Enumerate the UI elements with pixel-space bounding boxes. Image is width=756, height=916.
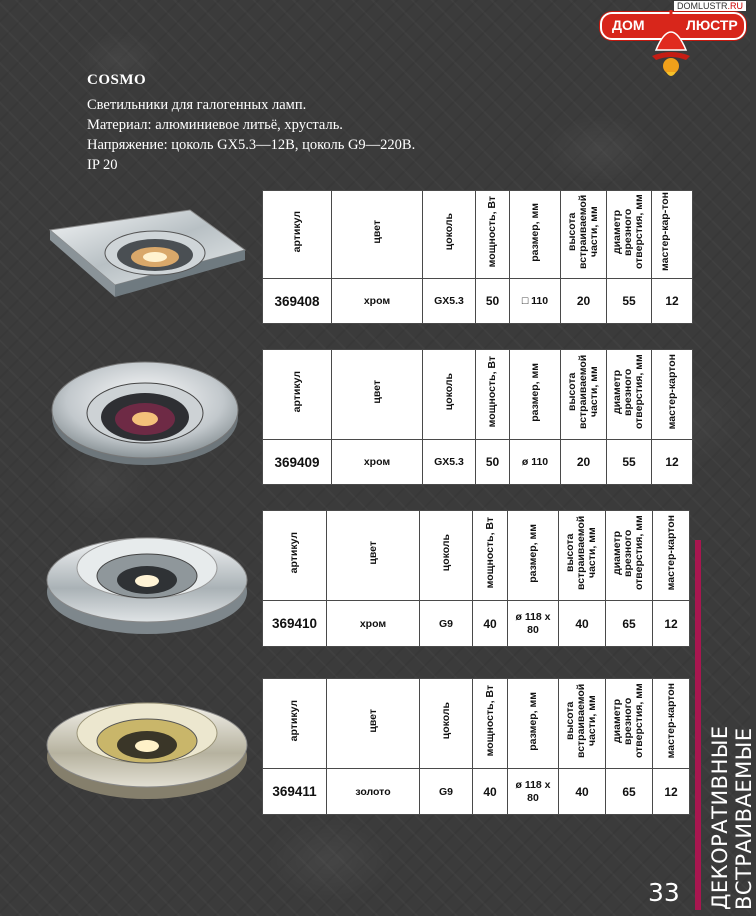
header-cell: цоколь	[420, 511, 473, 601]
header-cell: цвет	[332, 350, 423, 440]
cutout-cell: 65	[606, 769, 653, 815]
socket-cell: GX5.3	[423, 279, 476, 324]
size-cell: ø 118 x 80	[508, 601, 559, 647]
color-cell: хром	[332, 279, 423, 324]
description-line: Светильники для галогенных ламп.	[87, 97, 307, 113]
header-cell: высота встраиваемой части, мм	[561, 350, 607, 440]
header-cell: мощность, Вт	[476, 350, 510, 440]
header-cell: артикул	[263, 350, 332, 440]
color-cell: хром	[332, 440, 423, 485]
color-cell: золото	[327, 769, 420, 815]
section-accent-bar	[695, 540, 701, 910]
section-label: ДЕКОРАТИВНЫЕ ВСТРАИВАЕМЫЕ	[708, 725, 756, 910]
height-cell: 40	[559, 769, 606, 815]
header-cell: высота встраиваемой части, мм	[559, 679, 606, 769]
article-cell: 369408	[263, 279, 332, 324]
description-line: IP 20	[87, 157, 118, 173]
height-cell: 20	[561, 440, 607, 485]
lamp-photo-369411	[45, 685, 250, 805]
size-cell: ø 118 x 80	[508, 769, 559, 815]
cutout-cell: 65	[606, 601, 653, 647]
table-header-row	[263, 511, 690, 601]
table-row	[263, 440, 693, 485]
description-line: Материал: алюминиевое литьё, хрусталь.	[87, 117, 343, 133]
product-description	[87, 72, 415, 175]
spec-table-369411	[262, 678, 690, 815]
cutout-cell: 55	[607, 440, 652, 485]
header-cell: цоколь	[423, 191, 476, 279]
table-header-row	[263, 679, 690, 769]
header-cell: мастер-картон	[652, 350, 693, 440]
article-cell: 369409	[263, 440, 332, 485]
header-cell: высота встраиваемой части, мм	[559, 511, 606, 601]
header-cell: цоколь	[420, 679, 473, 769]
chandelier-logo-icon	[646, 8, 696, 80]
socket-cell: G9	[420, 601, 473, 647]
header-cell: диаметр врезного отверстия, мм	[606, 679, 653, 769]
description-line: Напряжение: цоколь GX5.3—12В, цоколь G9—220В.	[87, 137, 416, 153]
header-cell: размер, мм	[508, 679, 559, 769]
header-cell: высота встраиваемой части, мм	[561, 191, 607, 279]
height-cell: 20	[561, 279, 607, 324]
height-cell: 40	[559, 601, 606, 647]
power-cell: 40	[473, 601, 508, 647]
power-cell: 50	[476, 440, 510, 485]
header-cell: цоколь	[423, 350, 476, 440]
header-cell: диаметр врезного отверстия, мм	[607, 191, 652, 279]
header-cell: артикул	[263, 511, 327, 601]
header-cell: размер, мм	[510, 350, 561, 440]
lamp-photo-369409	[48, 355, 243, 470]
header-cell: размер, мм	[508, 511, 559, 601]
header-cell: мастер-картон	[653, 679, 690, 769]
spec-table-369410	[262, 510, 690, 647]
header-cell: диаметр врезного отверстия, мм	[607, 350, 652, 440]
lamp-photo-369408	[40, 205, 250, 300]
logo-site-text: DOMLUSTR.RU	[674, 1, 746, 11]
carton-cell: 12	[652, 440, 693, 485]
header-cell: мастер-картон	[653, 511, 690, 601]
carton-cell: 12	[652, 279, 693, 324]
power-cell: 50	[476, 279, 510, 324]
logo-word-right: ЛЮСТР	[686, 17, 738, 33]
header-cell: мощность, Вт	[473, 511, 508, 601]
socket-cell: GX5.3	[423, 440, 476, 485]
header-cell: размер, мм	[510, 191, 561, 279]
brand-logo[interactable]	[592, 0, 750, 80]
size-cell: □ 110	[510, 279, 561, 324]
header-cell: мощность, Вт	[473, 679, 508, 769]
page-number: 33	[648, 878, 680, 907]
cutout-cell: 55	[607, 279, 652, 324]
table-header-row	[263, 350, 693, 440]
table-row	[263, 601, 690, 647]
article-cell: 369410	[263, 601, 327, 647]
header-cell: артикул	[263, 679, 327, 769]
spec-table-369409	[262, 349, 693, 485]
socket-cell: G9	[420, 769, 473, 815]
table-row	[263, 279, 693, 324]
color-cell: хром	[327, 601, 420, 647]
logo-word-left: ДОМ	[612, 17, 645, 33]
header-cell: артикул	[263, 191, 332, 279]
table-header-row	[263, 191, 693, 279]
header-cell: диаметр врезного отверстия, мм	[606, 511, 653, 601]
header-cell: цвет	[332, 191, 423, 279]
power-cell: 40	[473, 769, 508, 815]
lamp-photo-369410	[45, 520, 250, 640]
table-row	[263, 769, 690, 815]
header-cell: мощность, Вт	[476, 191, 510, 279]
carton-cell: 12	[653, 769, 690, 815]
header-cell: цвет	[327, 679, 420, 769]
spec-table-369408	[262, 190, 693, 324]
article-cell: 369411	[263, 769, 327, 815]
series-title: COSMO	[87, 72, 147, 88]
header-cell: мастер-кар-тон	[652, 191, 693, 279]
carton-cell: 12	[653, 601, 690, 647]
header-cell: цвет	[327, 511, 420, 601]
size-cell: ø 110	[510, 440, 561, 485]
